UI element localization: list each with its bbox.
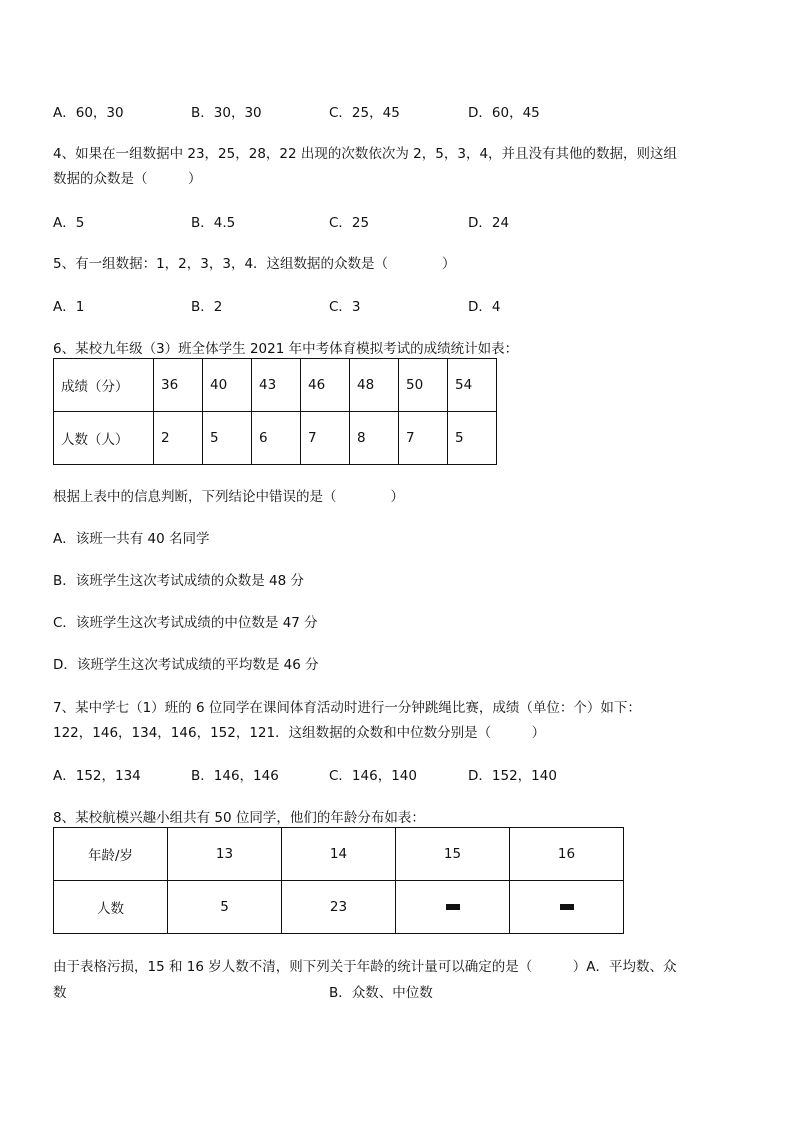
- q6-score-table: [53, 358, 497, 465]
- q4-option-d: D．24: [468, 215, 510, 231]
- q6-option-a: A．该班一共有 40 名同学: [53, 531, 210, 547]
- q8-age-cell: 15: [396, 828, 510, 881]
- q8-age-table: [53, 827, 624, 934]
- q8-age-cell: 14: [282, 828, 396, 881]
- q6-count-cell: 5: [203, 412, 252, 465]
- q6-count-cell: 7: [301, 412, 350, 465]
- q6-row1-label: 成绩（分）: [54, 359, 154, 412]
- q4-option-a: A．5: [53, 215, 85, 231]
- table-row: [54, 359, 497, 412]
- q4-option-b: B．4.5: [191, 215, 236, 231]
- q6-count-cell: 2: [154, 412, 203, 465]
- q8-age-cell: 16: [510, 828, 624, 881]
- q5-option-c: C．3: [329, 299, 361, 315]
- q7-stem-line1: 7、某中学七（1）班的 6 位同学在课间体育活动时进行一分钟跳绳比赛，成绩（单位：个）如下：: [53, 700, 641, 716]
- q8-option-a-cont: 数: [53, 985, 67, 1001]
- q6-score-cell: 46: [301, 359, 350, 412]
- q6-row2-label: 人数（人）: [54, 412, 154, 465]
- q6-count-cell: 6: [252, 412, 301, 465]
- q4-stem-line1: 4、如果在一组数据中 23，25，28，22 出现的次数依次为 2，5，3，4，并且没有其他的数据，则这组: [53, 146, 678, 162]
- q7-option-c: C．146，140: [329, 768, 417, 784]
- q5-option-a: A．1: [53, 299, 85, 315]
- q7-option-b: B．146，146: [191, 768, 279, 784]
- q6-score-cell: 43: [252, 359, 301, 412]
- smudge-mark: [560, 904, 574, 910]
- table-row: [54, 881, 624, 934]
- q8-question-line1: 由于表格污损，15 和 16 岁人数不清，则下列关于年龄的统计量可以确定的是（ ）A．平均数、众: [53, 959, 677, 975]
- q8-row2-label: 人数: [54, 881, 168, 934]
- q3-option-b: B．30，30: [191, 105, 262, 121]
- q3-option-a: A．60，30: [53, 105, 124, 121]
- q8-count-cell-smudged: [510, 881, 624, 934]
- q8-option-b: B．众数、中位数: [329, 985, 433, 1001]
- q6-score-cell: 36: [154, 359, 203, 412]
- q7-stem-line2: 122，146，134，146，152，121．这组数据的众数和中位数分别是（ ）: [53, 725, 546, 741]
- table-row: [54, 412, 497, 465]
- q5-option-b: B．2: [191, 299, 223, 315]
- q5-stem: 5、有一组数据：1，2，3，3，4．这组数据的众数是（ ）: [53, 256, 456, 272]
- q8-stem: 8、某校航模兴趣小组共有 50 位同学，他们的年龄分布如表：: [53, 810, 425, 826]
- q3-option-c: C．25，45: [329, 105, 400, 121]
- q6-score-cell: 54: [448, 359, 497, 412]
- q6-option-c: C．该班学生这次考试成绩的中位数是 47 分: [53, 615, 318, 631]
- q7-option-d: D．152，140: [468, 768, 557, 784]
- q6-count-cell: 7: [399, 412, 448, 465]
- smudge-mark: [446, 904, 460, 910]
- q6-stem: 6、某校九年级（3）班全体学生 2021 年中考体育模拟考试的成绩统计如表：: [53, 341, 519, 357]
- q6-option-d: D．该班学生这次考试成绩的平均数是 46 分: [53, 657, 319, 673]
- q5-option-d: D．4: [468, 299, 501, 315]
- q8-count-cell-smudged: [396, 881, 510, 934]
- q8-count-cell: 23: [282, 881, 396, 934]
- q4-stem-line2: 数据的众数是（ ）: [53, 171, 202, 187]
- q6-option-b: B．该班学生这次考试成绩的众数是 48 分: [53, 573, 305, 589]
- q6-score-cell: 40: [203, 359, 252, 412]
- q6-count-cell: 8: [350, 412, 399, 465]
- q4-option-c: C．25: [329, 215, 370, 231]
- q6-score-cell: 48: [350, 359, 399, 412]
- q8-age-cell: 13: [168, 828, 282, 881]
- q8-count-cell: 5: [168, 881, 282, 934]
- q7-option-a: A．152，134: [53, 768, 141, 784]
- q6-question: 根据上表中的信息判断，下列结论中错误的是（ ）: [53, 489, 404, 505]
- q8-row1-label: 年龄/岁: [54, 828, 168, 881]
- q6-count-cell: 5: [448, 412, 497, 465]
- q3-option-d: D．60，45: [468, 105, 540, 121]
- q6-score-cell: 50: [399, 359, 448, 412]
- table-row: [54, 828, 624, 881]
